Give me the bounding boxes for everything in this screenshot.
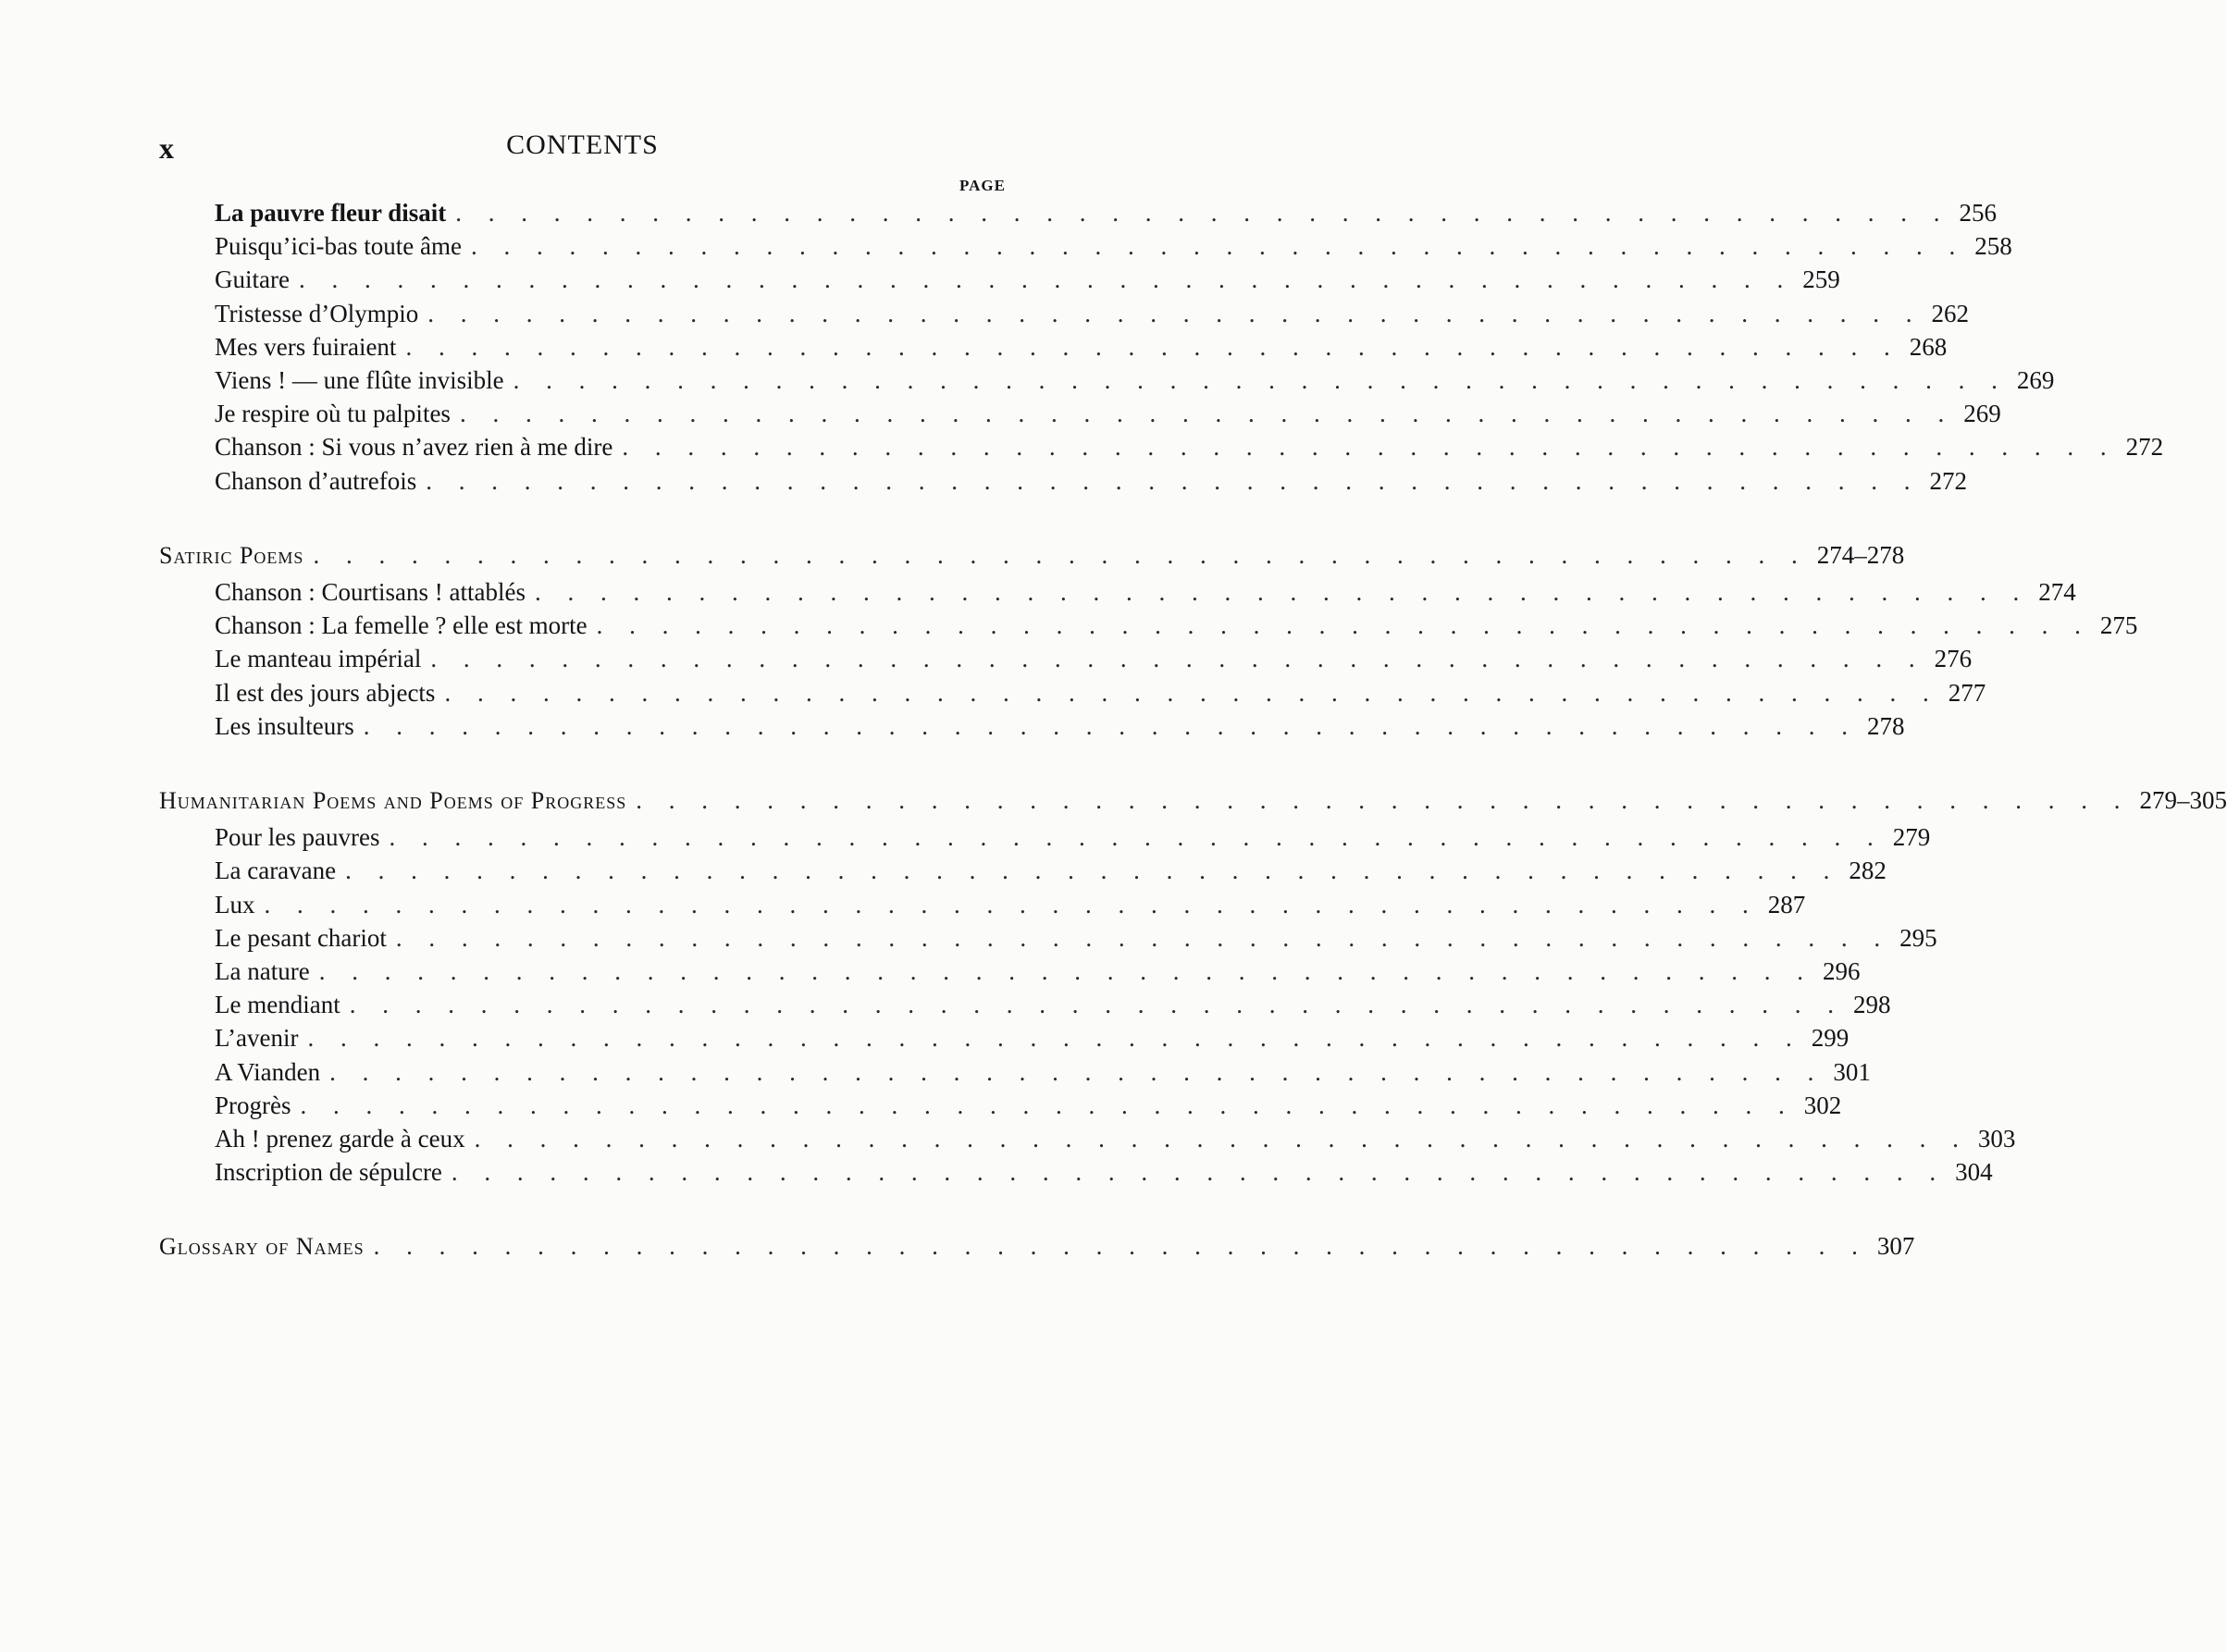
entry-title: Les insulteurs xyxy=(215,711,354,740)
toc-entry xyxy=(215,1122,2016,1155)
entry-page-number: 302 xyxy=(1803,1091,1842,1119)
entry-title: Je respire où tu palpites xyxy=(215,400,451,428)
dot-leader: . . . . . . . . . . . . . . . . . . . . . . . . . . . . . . . . . . . . . . . . . . . . . . xyxy=(622,433,2117,462)
dot-leader: . . . . . . . . . . . . . . . . . . . . . . . . . . . . . . . . . . . . . . . . . . . . . . xyxy=(470,232,1966,261)
entry-title: Inscription de sépulcre xyxy=(215,1158,442,1187)
entry-page-number: 276 xyxy=(1934,645,1973,673)
entry-title: Chanson : Courtisans ! attablés xyxy=(215,578,526,606)
dot-leader: . . . . . . . . . . . . . . . . . . . . . . . . . . . . . . . . . . . . . . . . . . . . . . xyxy=(389,823,1884,852)
toc-entry xyxy=(215,397,2001,430)
entry-title: Tristesse d’Olympio xyxy=(215,299,419,327)
entry-title: Viens ! — une flûte invisible xyxy=(215,366,504,394)
entry-page-number: 277 xyxy=(1948,678,1986,707)
entry-page-number: 272 xyxy=(1929,466,1967,495)
toc-entry xyxy=(215,430,2164,463)
dot-leader: . . . . . . . . . . . . . . . . . . . . . . . . . . . . . . . . . . . . . . . . . . . . . . xyxy=(298,265,1794,294)
toc-entry xyxy=(215,988,1891,1021)
entry-title: Mes vers fuiraient xyxy=(215,332,397,361)
entry-page-number: 296 xyxy=(1822,957,1861,985)
dot-leader: . . . . . . . . . . . . . . . . . . . . . . . . . . . . . . . . . . . . . . . . . . . . . . xyxy=(513,366,2008,394)
entry-title: La nature xyxy=(215,957,310,985)
toc-section-heading xyxy=(159,783,2227,817)
dot-leader: . . . . . . . . . . . . . . . . . . . . . . . . . . . . . . . . . . . . . . . . . . . . . . xyxy=(430,645,1925,673)
entry-page-number: 295 xyxy=(1899,923,1937,952)
dot-leader: . . . . . . . . . . . . . . . . . . . . . . . . . . . . . . . . . . . . . . . . . . . . . . xyxy=(636,786,2131,814)
entry-title: Le mendiant xyxy=(215,991,340,1019)
section-page-range: 274–278 xyxy=(1816,540,1905,569)
toc-entry xyxy=(215,1055,1871,1089)
entry-page-number: 262 xyxy=(1931,299,1970,327)
dot-leader: . . . . . . . . . . . . . . . . . . . . . . . . . . . . . . . . . . . . . . . . . . . . . . xyxy=(596,611,2091,640)
toc-entry xyxy=(215,1089,1842,1122)
entry-title: Pour les pauvres xyxy=(215,823,380,852)
toc-entry xyxy=(215,820,1931,854)
dot-leader: . . . . . . . . . . . . . . . . . . . . . . . . . . . . . . . . . . . . . . . . . . . . . . xyxy=(395,923,1891,952)
entry-title: Ah ! prenez garde à ceux xyxy=(215,1125,465,1153)
entry-page-number: 258 xyxy=(1974,232,2012,261)
section-title: Humanitarian Poems and Poems of Progress xyxy=(159,787,627,814)
entry-title: Chanson d’autrefois xyxy=(215,466,417,495)
folio-number: x xyxy=(159,131,174,165)
entry-title: Chanson : Si vous n’avez rien à me dire xyxy=(215,433,613,462)
toc-entry xyxy=(215,196,1998,229)
toc-entry xyxy=(215,229,2012,263)
dot-leader: . . . . . . . . . . . . . . . . . . . . . . . . . . . . . . . . . . . . . . . . . . . . . . xyxy=(300,1091,1795,1119)
dot-leader: . . . . . . . . . . . . . . . . . . . . . . . . . . . . . . . . . . . . . . . . . . . . . . xyxy=(318,957,1813,985)
toc-entry xyxy=(215,575,2076,609)
dot-leader: . . . . . . . . . . . . . . . . . . . . . . . . . . . . . . . . . . . . . . . . . . . . . . xyxy=(313,540,1808,569)
entry-title: Chanson : La femelle ? elle est morte xyxy=(215,611,588,640)
entry-page-number: 301 xyxy=(1833,1057,1871,1086)
entry-page-number: 269 xyxy=(1963,400,2001,428)
dot-leader: . . . . . . . . . . . . . . . . . . . . . . . . . . . . . . . . . . . . . . . . . . . . . . xyxy=(349,991,1844,1019)
entry-title: Le pesant chariot xyxy=(215,923,387,952)
toc-section-heading xyxy=(159,538,1905,572)
dot-leader: . . . . . . . . . . . . . . . . . . . . . . . . . . . . . . . . . . . . . . . . . . . . . . xyxy=(363,711,1858,740)
dot-leader: . . . . . . . . . . . . . . . . . . . . . . . . . . . . . . . . . . . . . . . . . . . . . . xyxy=(427,299,1923,327)
entry-page-number: 298 xyxy=(1852,991,1891,1019)
entry-page-number: 303 xyxy=(1977,1125,2016,1153)
dot-leader: . . . . . . . . . . . . . . . . . . . . . . . . . . . . . . . . . . . . . . . . . . . . . . xyxy=(474,1125,1969,1153)
toc-entry xyxy=(215,854,1887,887)
toc-entry xyxy=(215,364,2055,397)
entry-title: Il est des jours abjects xyxy=(215,678,436,707)
section-title: Glossary of Names xyxy=(159,1233,365,1261)
toc-entry xyxy=(215,709,1905,743)
entry-page-number: 274 xyxy=(2038,578,2076,606)
entry-page-number: 272 xyxy=(2125,433,2164,462)
entry-title: A Vianden xyxy=(215,1057,321,1086)
dot-leader: . . . . . . . . . . . . . . . . . . . . . . . . . . . . . . . . . . . . . . . . . . . . . . xyxy=(264,890,1759,918)
entry-title: La caravane xyxy=(215,857,337,885)
dot-leader: . . . . . . . . . . . . . . . . . . . . . . . . . . . . . . . . . . . . . . . . . . . . . . xyxy=(534,578,2030,606)
entry-page-number: 304 xyxy=(1955,1158,1993,1187)
running-head-title: CONTENTS xyxy=(506,129,659,160)
toc-entry xyxy=(215,642,1973,675)
dot-leader: . . . . . . . . . . . . . . . . . . . . . . . . . . . . . . . . . . . . . . . . . . . . . . xyxy=(455,199,1950,227)
section-title: Satiric Poems xyxy=(159,541,304,569)
dot-leader: . . . . . . . . . . . . . . . . . . . . . . . . . . . . . . . . . . . . . . . . . . . . . . xyxy=(459,400,1955,428)
entry-page-number: 268 xyxy=(1909,332,1948,361)
entry-title: Le manteau impérial xyxy=(215,645,422,673)
toc-entry xyxy=(215,1021,1850,1054)
dot-leader: . . . . . . . . . . . . . . . . . . . . . . . . . . . . . . . . . . . . . . . . . . . . . . xyxy=(329,1057,1825,1086)
dot-leader: . . . . . . . . . . . . . . . . . . . . . . . . . . . . . . . . . . . . . . . . . . . . . . xyxy=(345,857,1840,885)
entry-page-number: 256 xyxy=(1959,199,1998,227)
dot-leader: . . . . . . . . . . . . . . . . . . . . . . . . . . . . . . . . . . . . . . . . . . . . . . xyxy=(405,332,1900,361)
entry-title: Lux xyxy=(215,890,255,918)
toc-entry xyxy=(215,676,1986,709)
section-page-range: 307 xyxy=(1876,1232,1915,1261)
dot-leader: . . . . . . . . . . . . . . . . . . . . . . . . . . . . . . . . . . . . . . . . . . . . . . xyxy=(426,466,1921,495)
section-page-range: 279–305 xyxy=(2139,786,2227,814)
entry-page-number: 299 xyxy=(1811,1024,1850,1053)
entry-page-number: 275 xyxy=(2099,611,2138,640)
entry-title: Puisqu’ici-bas toute âme xyxy=(215,232,462,261)
toc-entry xyxy=(215,263,1840,296)
toc-entry xyxy=(215,888,1806,921)
entry-page-number: 279 xyxy=(1892,823,1931,852)
dot-leader: . . . . . . . . . . . . . . . . . . . . . . . . . . . . . . . . . . . . . . . . . . . . . . xyxy=(444,678,1939,707)
entry-page-number: 278 xyxy=(1866,711,1905,740)
toc-entry xyxy=(215,297,1970,330)
entry-title: Guitare xyxy=(215,265,290,294)
entry-page-number: 282 xyxy=(1849,857,1887,885)
entry-page-number: 269 xyxy=(2016,366,2055,394)
dot-leader: . . . . . . . . . . . . . . . . . . . . . . . . . . . . . . . . . . . . . . . . . . . . . . xyxy=(373,1232,1868,1261)
dot-leader: . . . . . . . . . . . . . . . . . . . . . . . . . . . . . . . . . . . . . . . . . . . . . . xyxy=(307,1024,1802,1053)
toc-entry xyxy=(215,921,1937,955)
toc-entry xyxy=(215,464,1967,498)
page-column-label: PAGE xyxy=(959,177,1006,194)
entry-page-number: 287 xyxy=(1767,890,1806,918)
entry-page-number: 259 xyxy=(1802,265,1840,294)
toc-entry xyxy=(215,609,2138,642)
entry-title: Progrès xyxy=(215,1091,291,1119)
entry-title: La pauvre fleur disait xyxy=(215,199,447,227)
toc-section-heading xyxy=(159,1229,1915,1263)
toc-entry xyxy=(215,330,1948,364)
toc-entry xyxy=(215,1155,1993,1189)
toc-entry xyxy=(215,955,1861,988)
dot-leader: . . . . . . . . . . . . . . . . . . . . . . . . . . . . . . . . . . . . . . . . . . . . . . xyxy=(451,1158,1947,1187)
entry-title: L’avenir xyxy=(215,1024,299,1053)
